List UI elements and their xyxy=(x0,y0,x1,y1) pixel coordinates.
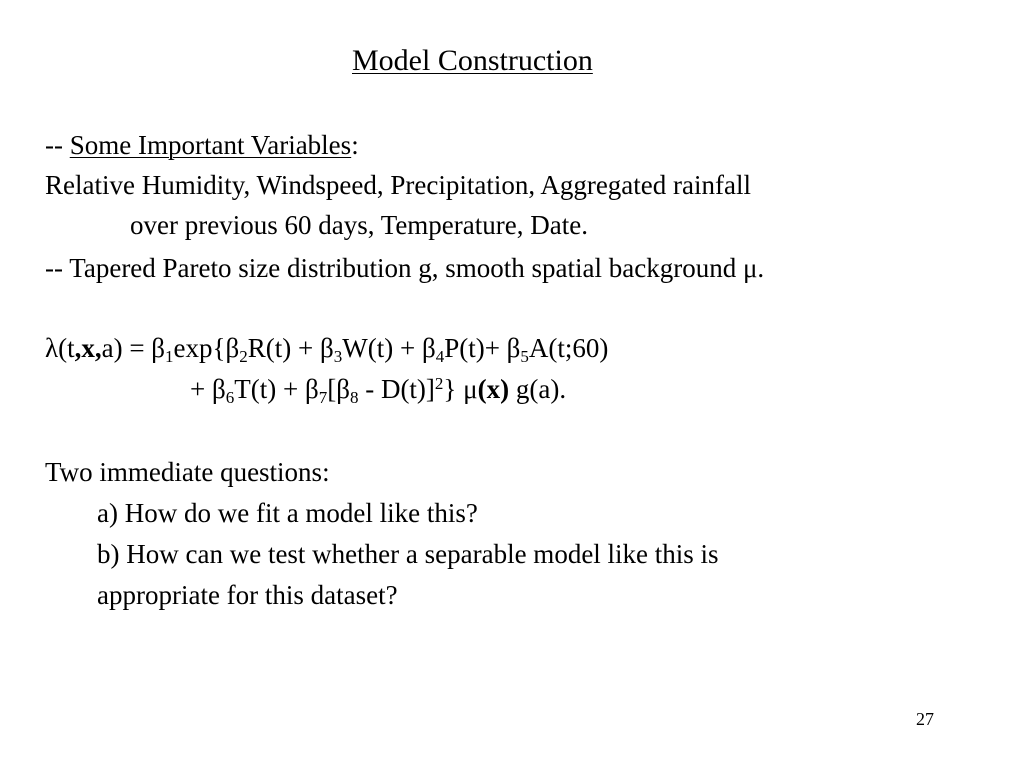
formula-equals: ) = xyxy=(113,333,152,363)
formula-term-t: T(t) + xyxy=(234,374,305,404)
beta-subscript-5: 5 xyxy=(520,347,529,366)
formula-line-2 xyxy=(190,370,566,408)
distribution-line: -- Tapered Pareto size distribution g, smooth spatial background μ. xyxy=(45,253,765,283)
question-b-line-2: appropriate for this dataset? xyxy=(97,580,398,610)
formula-exp: exp{ xyxy=(173,333,226,363)
formula-a: a xyxy=(101,333,114,363)
formula-term-p: P(t)+ xyxy=(444,333,507,363)
formula-term-g: g(a). xyxy=(509,374,567,404)
formula-superscript-2: 2 xyxy=(434,374,444,393)
variables-list-line-1: Relative Humidity, Windspeed, Precipitation, Aggregated rainfall xyxy=(45,170,751,200)
beta-subscript-6: 6 xyxy=(225,388,235,407)
questions-heading: Two immediate questions: xyxy=(45,457,330,487)
beta-symbol: β xyxy=(421,333,436,363)
formula-term-r: R(t) + xyxy=(247,333,320,363)
beta-symbol: β xyxy=(304,374,319,404)
formula-x-bold: x xyxy=(486,374,501,404)
beta-symbol: β xyxy=(211,374,226,404)
variables-heading: Some Important Variables xyxy=(69,130,352,160)
formula-paren: ( xyxy=(477,374,487,404)
mu-symbol: μ xyxy=(463,374,478,404)
beta-symbol: β xyxy=(151,333,166,363)
slide-title: Model Construction xyxy=(352,44,593,77)
beta-subscript-1: 1 xyxy=(165,347,174,366)
beta-subscript-7: 7 xyxy=(318,388,328,407)
variables-dash: -- xyxy=(45,130,70,160)
formula-bracket: [ xyxy=(327,374,337,404)
formula-comma: , xyxy=(94,333,102,363)
beta-subscript-2: 2 xyxy=(239,347,248,366)
formula-term-a: A(t;60) xyxy=(528,333,609,363)
formula-x-bold: x xyxy=(81,333,95,363)
beta-subscript-8: 8 xyxy=(349,388,359,407)
beta-symbol: β xyxy=(225,333,240,363)
variables-colon: : xyxy=(351,130,359,160)
beta-symbol: β xyxy=(319,333,334,363)
formula-paren: ) xyxy=(500,374,510,404)
variables-heading-line xyxy=(45,126,359,164)
beta-symbol: β xyxy=(506,333,521,363)
lambda-symbol: λ xyxy=(45,333,59,363)
formula-comma: , xyxy=(74,333,82,363)
beta-subscript-3: 3 xyxy=(333,347,343,366)
formula-close-brace: } xyxy=(443,374,464,404)
formula-text: (t xyxy=(58,333,75,363)
formula-term-d: - D(t)] xyxy=(358,374,435,404)
formula-line-1 xyxy=(45,329,608,367)
page-number: 27 xyxy=(916,709,934,729)
formula-plus: + xyxy=(190,374,212,404)
question-a: a) How do we fit a model like this? xyxy=(97,498,478,528)
formula-term-w: W(t) + xyxy=(342,333,422,363)
beta-symbol: β xyxy=(336,374,350,404)
beta-subscript-4: 4 xyxy=(435,347,445,366)
variables-list-line-2: over previous 60 days, Temperature, Date. xyxy=(130,210,588,240)
question-b-line-1: b) How can we test whether a separable model like this is xyxy=(97,539,719,569)
